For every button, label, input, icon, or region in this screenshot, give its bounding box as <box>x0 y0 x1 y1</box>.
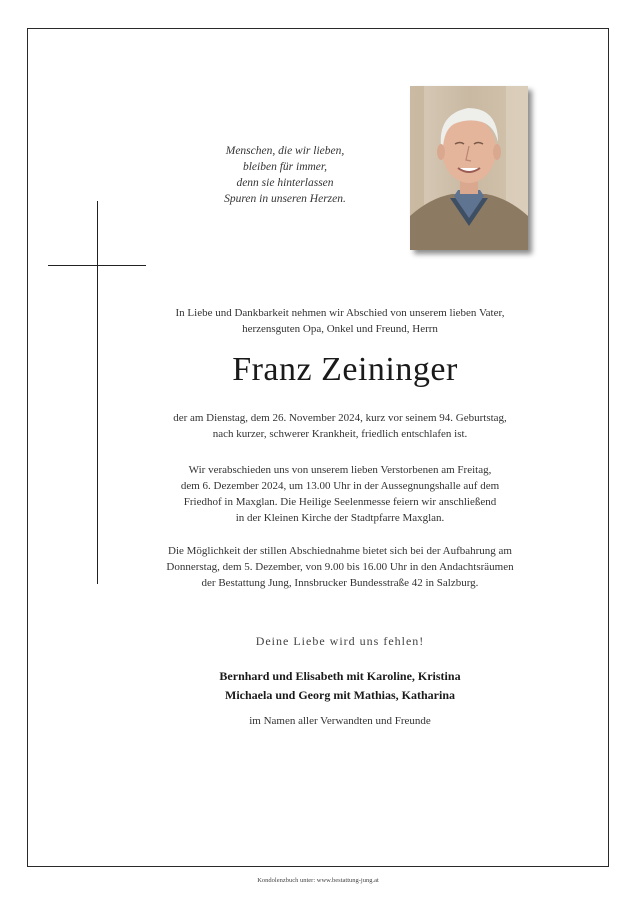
cross-horizontal-bar <box>48 265 146 266</box>
condolence-footer: Kondolenzbuch unter: www.bestattung-jung.at <box>257 877 379 884</box>
quote-line: denn sie hinterlassen <box>236 177 334 189</box>
viewing-info-line: Die Möglichkeit der stillen Abschiednahme bietet sich bei der Aufbahrung am <box>168 545 512 557</box>
funeral-info-line: Friedhof in Maxglan. Die Heilige Seelenmesse feiern wir anschließend <box>183 496 497 508</box>
quote-line: Menschen, die wir lieben, <box>225 145 345 157</box>
quote-line: bleiben für immer, <box>242 161 327 173</box>
funeral-info <box>140 462 540 526</box>
intro-line: In Liebe und Dankbarkeit nehmen wir Abschied von unserem lieben Vater, <box>175 307 505 319</box>
intro-text <box>140 305 540 337</box>
cross-vertical-bar <box>97 201 98 584</box>
memorial-quote <box>200 143 370 207</box>
funeral-info-line: in der Kleinen Kirche der Stadtpfarre Maxglan. <box>235 512 445 524</box>
family-names <box>140 667 540 705</box>
death-notice-line: nach kurzer, schwerer Krankheit, friedlich entschlafen ist. <box>212 428 468 440</box>
viewing-info-line: der Bestattung Jung, Innsbrucker Bundesstraße 42 in Salzburg. <box>201 577 479 589</box>
closing-line: Deine Liebe wird uns fehlen! <box>255 634 425 648</box>
family-line: Bernhard und Elisabeth mit Karoline, Kristina <box>219 669 461 683</box>
deceased-name: Franz Zeininger <box>232 351 458 388</box>
funeral-info-line: dem 6. Dezember 2024, um 13.00 Uhr in der Aussegnungshalle auf dem <box>180 480 500 492</box>
intro-line: herzensguten Opa, Onkel und Freund, Herrn <box>242 323 438 335</box>
death-notice-line: der am Dienstag, dem 26. November 2024, kurz vor seinem 94. Geburtstag, <box>173 412 507 424</box>
portrait-illustration <box>410 86 528 250</box>
funeral-info-line: Wir verabschieden uns von unserem lieben Verstorbenen am Freitag, <box>188 464 492 476</box>
portrait-photo <box>410 86 528 250</box>
family-line: Michaela und Georg mit Mathias, Katharina <box>225 688 455 702</box>
death-notice <box>140 410 540 442</box>
relatives-line: im Namen aller Verwandten und Freunde <box>249 715 431 727</box>
viewing-info <box>140 543 540 591</box>
quote-line: Spuren in unseren Herzen. <box>224 193 346 205</box>
viewing-info-line: Donnerstag, dem 5. Dezember, von 9.00 bis 16.00 Uhr in den Andachtsräumen <box>166 561 514 573</box>
